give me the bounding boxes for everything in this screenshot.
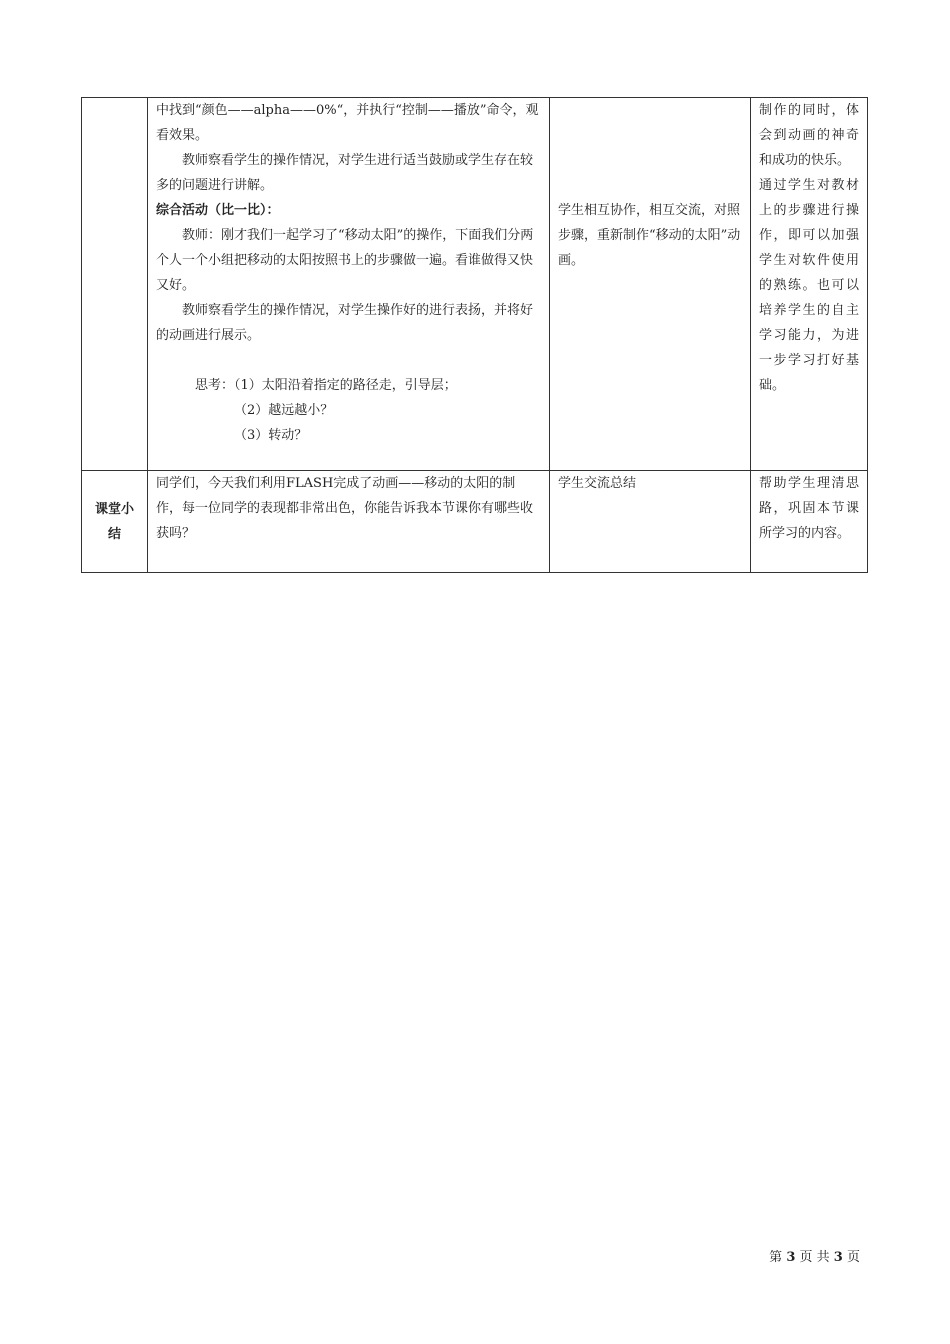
teacher-text: 中找到“颜色——alpha——0%“，并执行“控制——播放”命令，观看效果。 — [156, 103, 539, 143]
design-intent-cell — [751, 471, 868, 573]
intent-text: 帮助学生理清思路，巩固本节课所学习的内容。 — [759, 476, 859, 541]
teacher-activity-cell — [148, 98, 550, 471]
intent-text: 制作的同时，体会到动画的神奇和成功的快乐。 — [759, 103, 859, 168]
page-suffix: 页 — [846, 1250, 860, 1265]
thinking-question: （2）越远越小？ — [234, 403, 334, 418]
page-number — [769, 1246, 860, 1265]
student-activity-cell — [550, 98, 751, 471]
activity-heading: 综合活动（比一比）： — [156, 203, 280, 218]
teacher-text: 教师：刚才我们一起学习了“移动太阳”的操作，下面我们分两个人一个小组把移动的太阳按照书上的步骤做一遍。看谁做得又快又好。 — [156, 228, 534, 293]
thinking-question: （3）转动？ — [234, 428, 308, 443]
page-prefix: 第 — [769, 1250, 783, 1265]
row-label — [82, 98, 148, 471]
teacher-text: 教师察看学生的操作情况，对学生进行适当鼓励或学生存在较多的问题进行讲解。 — [156, 153, 534, 193]
student-text: 学生交流总结 — [558, 476, 637, 491]
lesson-plan-table — [81, 97, 868, 573]
teacher-text: 教师察看学生的操作情况，对学生操作好的进行表扬，并将好的动画进行展示。 — [156, 303, 534, 343]
intent-text: 通过学生对教材上的步骤进行操作，即可以加强学生对软件使用的熟练。也可以培养学生的自主学习能力，为进一步学习打好基础。 — [759, 178, 859, 393]
student-text: 学生相互协作，相互交流，对照步骤，重新制作“移动的太阳”动画。 — [558, 203, 741, 268]
student-activity-cell — [550, 471, 751, 573]
teacher-text: 同学们，今天我们利用FLASH完成了动画——移动的太阳的制作，每一位同学的表现都非常出色，你能告诉我本节课你有哪些收获吗？ — [156, 476, 534, 541]
total-pages: 3 — [833, 1250, 843, 1265]
table-row — [82, 98, 868, 471]
current-page: 3 — [786, 1250, 796, 1265]
teacher-activity-cell — [148, 471, 550, 573]
row-label: 课堂小结 — [82, 471, 148, 573]
table-row — [82, 471, 868, 573]
thinking-question: 思考：（1）太阳沿着指定的路径走，引导层； — [195, 378, 457, 393]
page-middle: 页 共 — [799, 1250, 830, 1265]
design-intent-cell — [751, 98, 868, 471]
